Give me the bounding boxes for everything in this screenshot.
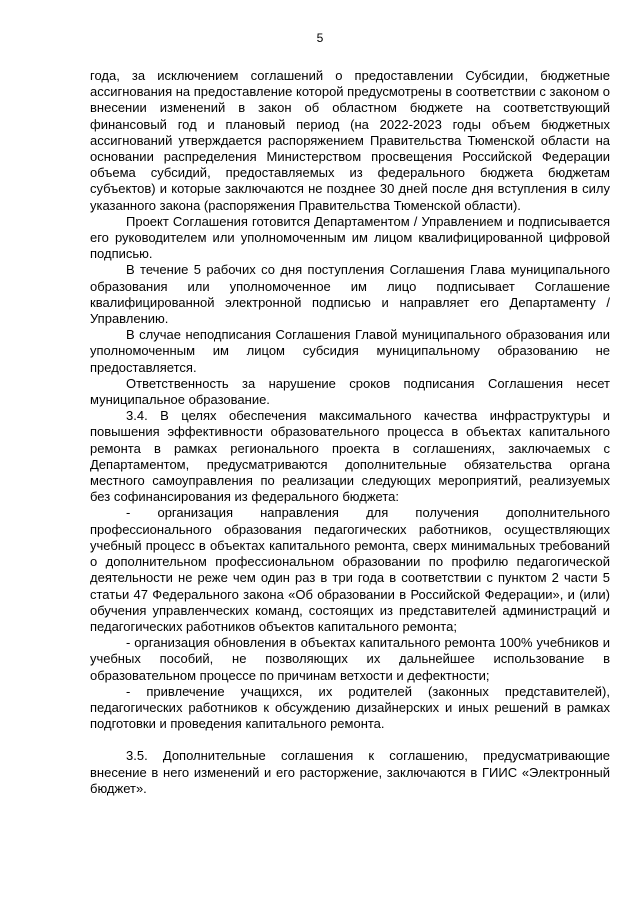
paragraph-responsibility: Ответственность за нарушение сроков подписания Соглашения несет муниципальное образование. bbox=[90, 375, 610, 408]
list-item-training: - организация направления для получения дополнительного профессионального образования педагогических работников, осуществляющих учебный процесс в объектах капитального ремонта, сверх минимальных требований о дополнительном профессиональном образовании по профилю педагогической деятельности не реже чем один раз в три года в соответствии с пунктом 2 части 5 статьи 47 Федерального закона «Об образовании в Российской Федерации», и (или) обучения управленческих команд, состоящих из представителей администраций и педагогических работников объектов капитального ремонта; bbox=[90, 505, 610, 634]
list-item-textbooks: - организация обновления в объектах капитального ремонта 100% учебников и учебных пособий, не позволяющих их дальнейшее использование в образовательном процессе по причинам ветхости и дефектности; bbox=[90, 635, 610, 683]
list-item-involvement: - привлечение учащихся, их родителей (законных представителей), педагогических работников к обсуждению дизайнерских и иных решений в рамках подготовки и проведения капитального ремонта. bbox=[90, 683, 610, 732]
paragraph-3-4: 3.4. В целях обеспечения максимального качества инфраструктуры и повышения эффективности образовательного процесса в объектах капитального ремонта в рамках регионального проекта в соглашениях, заключаемых с Департаментом, предусматриваются дополнительные обязательства органа местного самоуправления по реализации следующих мероприятий, реализуемых без софинансирования из федерального бюджета: bbox=[90, 408, 610, 505]
paragraph-draft-agreement: Проект Соглашения готовится Департаментом / Управлением и подписывается его руководителем или уполномоченным им лицом квалифицированной цифровой подписью. bbox=[90, 213, 610, 262]
paragraph-3-5: 3.5. Дополнительные соглашения к соглашению, предусматривающие внесение в него изменений и его расторжение, заключаются в ГИИС «Электронный бюджет». bbox=[90, 748, 610, 796]
paragraph-non-signing: В случае неподписания Соглашения Главой муниципального образования или уполномоченным им лицом субсидия муниципальному образованию не предоставляется. bbox=[90, 327, 610, 375]
document-body bbox=[90, 68, 610, 797]
paragraph-signing-period: В течение 5 рабочих со дня поступления Соглашения Глава муниципального образования или уполномоченное им лицо подписывает Соглашение квалифицированной электронной подписью и направляет его Департаменту / Управлению. bbox=[90, 262, 610, 327]
paragraph-continuation: года, за исключением соглашений о предоставлении Субсидии, бюджетные ассигнования на предоставление которой предусмотрены в соответствии с законом о внесении изменений в закон об областном бюджете на соответствующий финансовый год и плановый период (на 2022-2023 годы объем бюджетных ассигнований утверждается распоряжением Правительства Тюменской области на основании распределения Министерством просвещения Российской Федерации объема субсидий, предоставляемых из федерального бюджета бюджетам субъектов) и которые заключаются не позднее 30 дней после дня вступления в силу указанного закона (распоряжения Правительства Тюменской области). bbox=[90, 68, 610, 213]
page-number: 5 bbox=[316, 31, 324, 45]
